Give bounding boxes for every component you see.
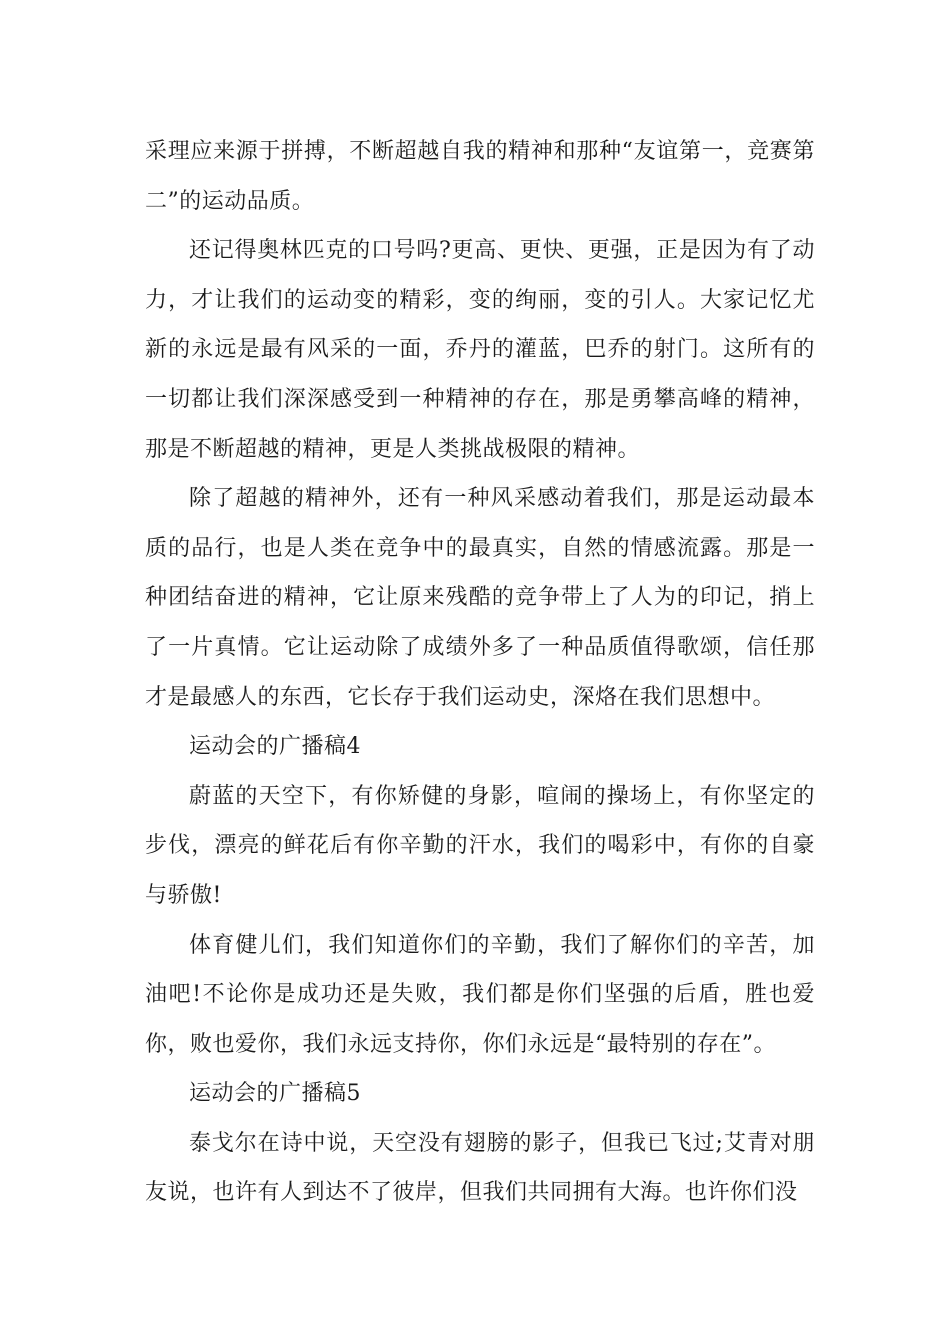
paragraph: 还记得奥林匹克的口号吗?更高、更快、更强，正是因为有了动力，才让我们的运动变的精彩，变的绚丽，变的引人。大家记忆尤新的永远是最有风采的一面，乔丹的灌蓝，巴乔的射门。这所有的一切都让我们深深感受到一种精神的存在，那是勇攀高峰的精神，那是不断超越的精神，更是人类挑战极限的精神。 <box>145 238 815 462</box>
paragraph: 采理应来源于拼搏，不断超越自我的精神和那种“友谊第一，竞赛第二”的运动品质。 <box>145 139 815 214</box>
paragraph: 体育健儿们，我们知道你们的辛勤，我们了解你们的辛苦，加油吧!不论你是成功还是失败，我们都是你们坚强的后盾，胜也爱你，败也爱你，我们永远支持你，你们永远是“最特别的存在”。 <box>145 932 815 1057</box>
paragraph: 蔚蓝的天空下，有你矫健的身影，喧闹的操场上，有你坚定的步伐，漂亮的鲜花后有你辛勤的汗水，我们的喝彩中，有你的自豪与骄傲! <box>145 783 815 908</box>
section-heading: 运动会的广播稿4 <box>189 734 361 760</box>
document-body <box>145 127 815 1218</box>
paragraph: 泰戈尔在诗中说，天空没有翅膀的影子，但我已飞过;艾青对朋友说，也许有人到达不了彼岸，但我们共同拥有大海。也许你们没 <box>145 1130 815 1206</box>
paragraph: 除了超越的精神外，还有一种风采感动着我们，那是运动最本质的品行，也是人类在竞争中的最真实，自然的情感流露。那是一种团结奋进的精神，它让原来残酷的竞争带上了人为的印记，捎上了一片真情。它让运动除了成绩外多了一种品质值得歌颂，信任那才是最感人的东西，它长存于我们运动史，深烙在我们思想中。 <box>145 486 815 710</box>
section-heading: 运动会的广播稿5 <box>189 1081 361 1107</box>
